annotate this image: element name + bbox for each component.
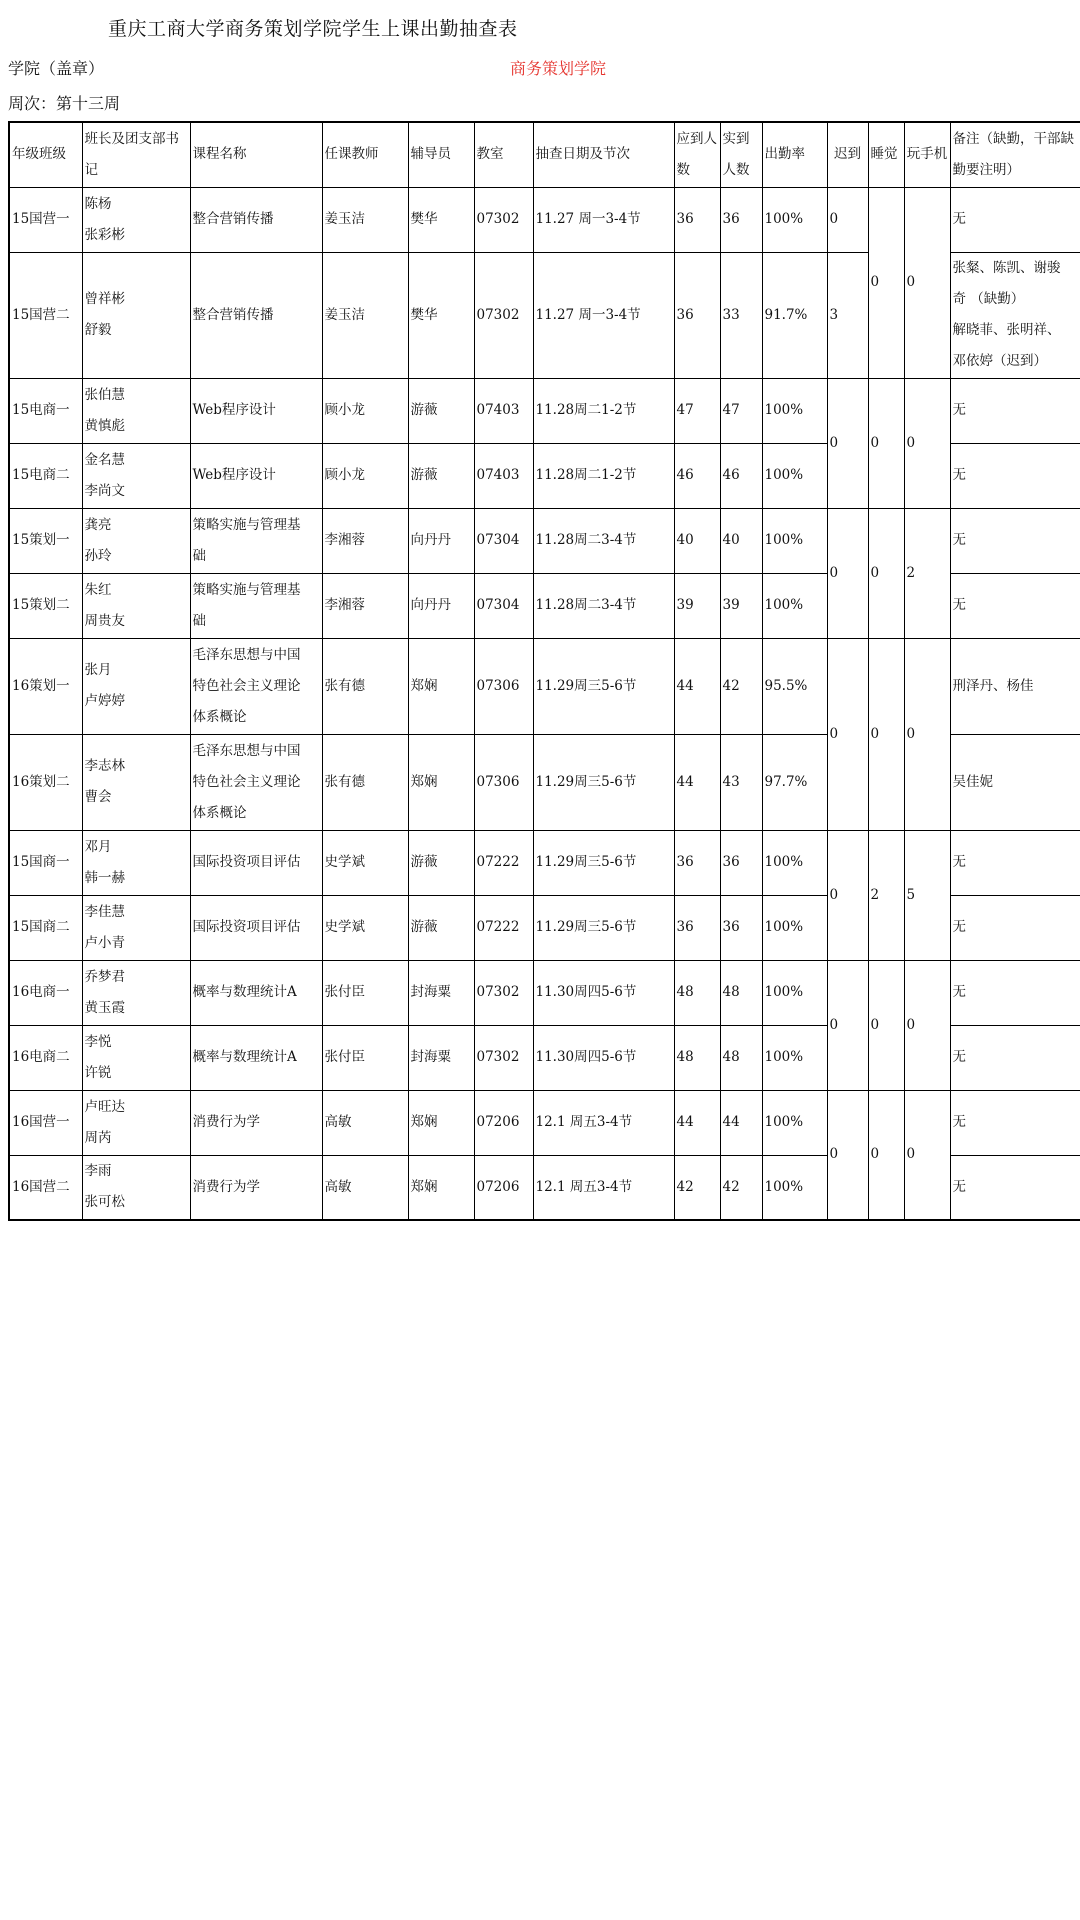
cell-note: 无 xyxy=(950,1155,1080,1220)
cell-actual: 46 xyxy=(720,443,762,508)
cell-room: 07302 xyxy=(474,1025,533,1090)
cell-leaders: 金名慧 李尚文 xyxy=(82,443,190,508)
header-room: 教室 xyxy=(474,122,533,187)
cell-leaders: 龚亮 孙玲 xyxy=(82,508,190,573)
cell-expected: 39 xyxy=(674,573,720,638)
cell-expected: 48 xyxy=(674,960,720,1025)
cell-class: 16电商一 xyxy=(9,960,82,1025)
cell-expected: 40 xyxy=(674,508,720,573)
cell-expected: 46 xyxy=(674,443,720,508)
cell-expected: 36 xyxy=(674,187,720,252)
cell-leaders: 邓月 韩一赫 xyxy=(82,830,190,895)
cell-counselor: 向丹丹 xyxy=(408,508,474,573)
cell-counselor: 樊华 xyxy=(408,252,474,378)
header-phone: 玩手机 xyxy=(904,122,950,187)
cell-sleep: 0 xyxy=(868,1090,904,1220)
cell-room: 07302 xyxy=(474,187,533,252)
cell-expected: 36 xyxy=(674,830,720,895)
cell-teacher: 姜玉洁 xyxy=(322,187,408,252)
cell-date: 11.29周三5-6节 xyxy=(533,734,674,830)
cell-actual: 36 xyxy=(720,187,762,252)
cell-note: 吴佳妮 xyxy=(950,734,1080,830)
cell-course: 策略实施与管理基 础 xyxy=(190,573,322,638)
header-row xyxy=(9,122,1080,187)
cell-expected: 47 xyxy=(674,378,720,443)
cell-actual: 36 xyxy=(720,895,762,960)
cell-counselor: 郑娴 xyxy=(408,1155,474,1220)
cell-rate: 100% xyxy=(762,1025,827,1090)
cell-course: 国际投资项目评估 xyxy=(190,830,322,895)
cell-expected: 48 xyxy=(674,1025,720,1090)
cell-rate: 97.7% xyxy=(762,734,827,830)
cell-late: 0 xyxy=(827,830,868,960)
cell-sleep: 0 xyxy=(868,378,904,508)
cell-course: 概率与数理统计A xyxy=(190,1025,322,1090)
cell-sleep: 0 xyxy=(868,960,904,1090)
cell-note: 无 xyxy=(950,508,1080,573)
cell-leaders: 陈杨 张彩彬 xyxy=(82,187,190,252)
cell-class: 15国商二 xyxy=(9,895,82,960)
cell-class: 15电商一 xyxy=(9,378,82,443)
cell-date: 11.29周三5-6节 xyxy=(533,895,674,960)
cell-teacher: 顾小龙 xyxy=(322,443,408,508)
cell-phone: 0 xyxy=(904,1090,950,1220)
cell-expected: 44 xyxy=(674,734,720,830)
cell-room: 07302 xyxy=(474,252,533,378)
header-leaders: 班长及团支部书记 xyxy=(82,122,190,187)
cell-leaders: 李志林 曹会 xyxy=(82,734,190,830)
cell-counselor: 游薇 xyxy=(408,378,474,443)
cell-leaders: 曾祥彬 舒毅 xyxy=(82,252,190,378)
cell-phone: 0 xyxy=(904,378,950,508)
cell-late: 3 xyxy=(827,252,868,378)
cell-rate: 100% xyxy=(762,443,827,508)
cell-date: 11.27 周一3-4节 xyxy=(533,252,674,378)
cell-note: 无 xyxy=(950,187,1080,252)
cell-sleep: 0 xyxy=(868,508,904,638)
cell-counselor: 郑娴 xyxy=(408,1090,474,1155)
cell-leaders: 李佳慧 卢小青 xyxy=(82,895,190,960)
cell-date: 11.28周二1-2节 xyxy=(533,378,674,443)
cell-counselor: 郑娴 xyxy=(408,638,474,734)
cell-expected: 42 xyxy=(674,1155,720,1220)
cell-sleep: 0 xyxy=(868,187,904,378)
cell-course: 整合营销传播 xyxy=(190,187,322,252)
cell-teacher: 高敏 xyxy=(322,1155,408,1220)
cell-course: 毛泽东思想与中国 特色社会主义理论 体系概论 xyxy=(190,734,322,830)
cell-late: 0 xyxy=(827,960,868,1090)
cell-note: 无 xyxy=(950,960,1080,1025)
attendance-table xyxy=(8,121,1080,1221)
cell-expected: 44 xyxy=(674,638,720,734)
table-row xyxy=(9,830,1080,895)
cell-counselor: 向丹丹 xyxy=(408,573,474,638)
cell-teacher: 史学斌 xyxy=(322,895,408,960)
cell-course: 消费行为学 xyxy=(190,1155,322,1220)
table-row xyxy=(9,508,1080,573)
header-sleep: 睡觉 xyxy=(868,122,904,187)
cell-counselor: 封海粟 xyxy=(408,1025,474,1090)
cell-rate: 100% xyxy=(762,573,827,638)
header-date: 抽查日期及节次 xyxy=(533,122,674,187)
cell-date: 11.27 周一3-4节 xyxy=(533,187,674,252)
cell-note: 刑泽丹、杨佳 xyxy=(950,638,1080,734)
cell-teacher: 史学斌 xyxy=(322,830,408,895)
cell-note: 无 xyxy=(950,830,1080,895)
cell-rate: 91.7% xyxy=(762,252,827,378)
cell-course: 策略实施与管理基 础 xyxy=(190,508,322,573)
cell-room: 07206 xyxy=(474,1090,533,1155)
cell-date: 11.28周二3-4节 xyxy=(533,508,674,573)
cell-date: 11.28周二1-2节 xyxy=(533,443,674,508)
cell-leaders: 张伯慧 黄慎彪 xyxy=(82,378,190,443)
cell-leaders: 李悦 许锐 xyxy=(82,1025,190,1090)
cell-room: 07222 xyxy=(474,830,533,895)
cell-leaders: 朱红 周贵友 xyxy=(82,573,190,638)
cell-note: 无 xyxy=(950,443,1080,508)
table-row xyxy=(9,960,1080,1025)
cell-course: 国际投资项目评估 xyxy=(190,895,322,960)
cell-actual: 42 xyxy=(720,638,762,734)
cell-note: 张粲、陈凯、谢骏 奇 （缺勤） 解晓菲、张明祥、 邓依婷（迟到） xyxy=(950,252,1080,378)
cell-rate: 95.5% xyxy=(762,638,827,734)
cell-leaders: 乔梦君 黄玉霞 xyxy=(82,960,190,1025)
cell-class: 16策划一 xyxy=(9,638,82,734)
cell-note: 无 xyxy=(950,573,1080,638)
cell-date: 11.30周四5-6节 xyxy=(533,1025,674,1090)
table-row xyxy=(9,378,1080,443)
cell-actual: 47 xyxy=(720,378,762,443)
header-counselor: 辅导员 xyxy=(408,122,474,187)
table-row xyxy=(9,187,1080,252)
cell-expected: 44 xyxy=(674,1090,720,1155)
cell-phone: 2 xyxy=(904,508,950,638)
cell-class: 16电商二 xyxy=(9,1025,82,1090)
header-expected: 应到人数 xyxy=(674,122,720,187)
cell-room: 07222 xyxy=(474,895,533,960)
header-late: 迟到 xyxy=(827,122,868,187)
cell-counselor: 游薇 xyxy=(408,443,474,508)
cell-class: 16策划二 xyxy=(9,734,82,830)
cell-rate: 100% xyxy=(762,187,827,252)
cell-note: 无 xyxy=(950,895,1080,960)
cell-teacher: 李湘蓉 xyxy=(322,573,408,638)
cell-course: 消费行为学 xyxy=(190,1090,322,1155)
cell-teacher: 张付臣 xyxy=(322,1025,408,1090)
cell-rate: 100% xyxy=(762,1155,827,1220)
cell-phone: 0 xyxy=(904,960,950,1090)
cell-teacher: 高敏 xyxy=(322,1090,408,1155)
cell-room: 07403 xyxy=(474,378,533,443)
cell-teacher: 姜玉洁 xyxy=(322,252,408,378)
cell-sleep: 2 xyxy=(868,830,904,960)
cell-room: 07306 xyxy=(474,734,533,830)
cell-room: 07403 xyxy=(474,443,533,508)
cell-phone: 0 xyxy=(904,638,950,830)
cell-teacher: 顾小龙 xyxy=(322,378,408,443)
cell-course: Web程序设计 xyxy=(190,443,322,508)
cell-class: 16国营二 xyxy=(9,1155,82,1220)
cell-counselor: 游薇 xyxy=(408,830,474,895)
cell-teacher: 张有德 xyxy=(322,638,408,734)
cell-actual: 33 xyxy=(720,252,762,378)
cell-class: 15国营一 xyxy=(9,187,82,252)
cell-rate: 100% xyxy=(762,960,827,1025)
cell-course: Web程序设计 xyxy=(190,378,322,443)
cell-teacher: 张付臣 xyxy=(322,960,408,1025)
cell-teacher: 张有德 xyxy=(322,734,408,830)
cell-counselor: 游薇 xyxy=(408,895,474,960)
page-title: 重庆工商大学商务策划学院学生上课出勤抽查表 xyxy=(108,18,518,40)
cell-room: 07206 xyxy=(474,1155,533,1220)
cell-leaders: 李雨 张可松 xyxy=(82,1155,190,1220)
cell-phone: 5 xyxy=(904,830,950,960)
cell-course: 概率与数理统计A xyxy=(190,960,322,1025)
cell-late: 0 xyxy=(827,187,868,252)
cell-late: 0 xyxy=(827,508,868,638)
cell-date: 11.29周三5-6节 xyxy=(533,830,674,895)
cell-counselor: 郑娴 xyxy=(408,734,474,830)
cell-late: 0 xyxy=(827,1090,868,1220)
cell-date: 12.1 周五3-4节 xyxy=(533,1155,674,1220)
header-course: 课程名称 xyxy=(190,122,322,187)
cell-actual: 36 xyxy=(720,830,762,895)
college-name: 商务策划学院 xyxy=(510,59,607,78)
cell-class: 15国营二 xyxy=(9,252,82,378)
cell-date: 11.29周三5-6节 xyxy=(533,638,674,734)
cell-actual: 40 xyxy=(720,508,762,573)
header-actual: 实到人数 xyxy=(720,122,762,187)
cell-actual: 42 xyxy=(720,1155,762,1220)
cell-date: 11.30周四5-6节 xyxy=(533,960,674,1025)
cell-actual: 39 xyxy=(720,573,762,638)
table-row xyxy=(9,638,1080,734)
header-class: 年级班级 xyxy=(9,122,82,187)
table-row xyxy=(9,1090,1080,1155)
header-note: 备注（缺勤，干部缺勤要注明） xyxy=(950,122,1080,187)
cell-sleep: 0 xyxy=(868,638,904,830)
cell-class: 16国营一 xyxy=(9,1090,82,1155)
cell-expected: 36 xyxy=(674,252,720,378)
cell-leaders: 张月 卢婷婷 xyxy=(82,638,190,734)
cell-teacher: 李湘蓉 xyxy=(322,508,408,573)
cell-rate: 100% xyxy=(762,830,827,895)
cell-room: 07302 xyxy=(474,960,533,1025)
cell-actual: 48 xyxy=(720,960,762,1025)
college-label: 学院（盖章） xyxy=(8,59,105,78)
cell-rate: 100% xyxy=(762,508,827,573)
cell-actual: 48 xyxy=(720,1025,762,1090)
cell-course: 毛泽东思想与中国 特色社会主义理论 体系概论 xyxy=(190,638,322,734)
cell-rate: 100% xyxy=(762,378,827,443)
cell-course: 整合营销传播 xyxy=(190,252,322,378)
cell-phone: 0 xyxy=(904,187,950,378)
cell-class: 15国商一 xyxy=(9,830,82,895)
header-rate: 出勤率 xyxy=(762,122,827,187)
cell-expected: 36 xyxy=(674,895,720,960)
cell-date: 12.1 周五3-4节 xyxy=(533,1090,674,1155)
cell-actual: 44 xyxy=(720,1090,762,1155)
cell-counselor: 樊华 xyxy=(408,187,474,252)
cell-date: 11.28周二3-4节 xyxy=(533,573,674,638)
cell-rate: 100% xyxy=(762,895,827,960)
cell-class: 15策划一 xyxy=(9,508,82,573)
cell-counselor: 封海粟 xyxy=(408,960,474,1025)
cell-late: 0 xyxy=(827,638,868,830)
cell-late: 0 xyxy=(827,378,868,508)
cell-class: 15策划二 xyxy=(9,573,82,638)
cell-class: 15电商二 xyxy=(9,443,82,508)
cell-room: 07304 xyxy=(474,508,533,573)
cell-note: 无 xyxy=(950,1090,1080,1155)
cell-room: 07304 xyxy=(474,573,533,638)
cell-note: 无 xyxy=(950,378,1080,443)
cell-actual: 43 xyxy=(720,734,762,830)
cell-rate: 100% xyxy=(762,1090,827,1155)
cell-note: 无 xyxy=(950,1025,1080,1090)
cell-leaders: 卢旺达 周芮 xyxy=(82,1090,190,1155)
cell-room: 07306 xyxy=(474,638,533,734)
week-label: 周次：第十三周 xyxy=(8,94,121,113)
header-teacher: 任课教师 xyxy=(322,122,408,187)
